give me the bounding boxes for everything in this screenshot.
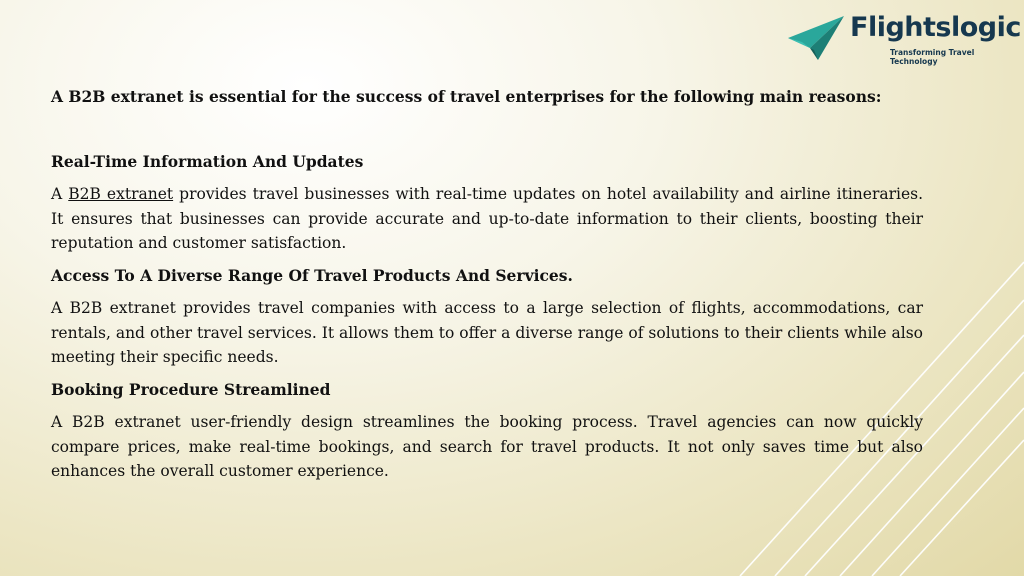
- paper-plane-icon: [788, 12, 850, 62]
- section-body-realtime: [51, 182, 923, 256]
- section-body-access: A B2B extranet provides travel companies with access to a large selection of flights, accommodations, car rentals, and other travel services. It allows them to offer a diverse range of solutions to their clients while also meeting their specific needs.: [51, 299, 923, 366]
- section-heading-booking: Booking Procedure Streamlined: [51, 379, 331, 399]
- body-text: provides travel businesses with real-time updates on hotel availability and airline itineraries. It ensures that businesses can provide accurate and up-to-date information to their clients, boosting their reputation and customer satisfaction.: [51, 185, 924, 252]
- logo-wordmark: Flightslogic: [850, 12, 1021, 43]
- section-body-booking: A B2B extranet user-friendly design streamlines the booking process. Travel agencies can now quickly compare prices, make real-time bookings, and search for travel products. It not only saves time but also enhances the overall customer experience.: [51, 413, 923, 480]
- b2b-extranet-link[interactable]: B2B extranet: [68, 185, 174, 203]
- intro-heading: A B2B extranet is essential for the success of travel enterprises for the following main reasons:: [51, 87, 882, 106]
- section-heading-realtime: Real-Time Information And Updates: [51, 151, 364, 171]
- flightslogic-logo: [788, 10, 1021, 66]
- logo-tagline: Transforming Travel Technology: [890, 48, 975, 66]
- lead-word: A: [51, 185, 63, 203]
- slide-content: [51, 85, 923, 484]
- section-heading-access: Access To A Diverse Range Of Travel Products And Services.: [51, 265, 573, 285]
